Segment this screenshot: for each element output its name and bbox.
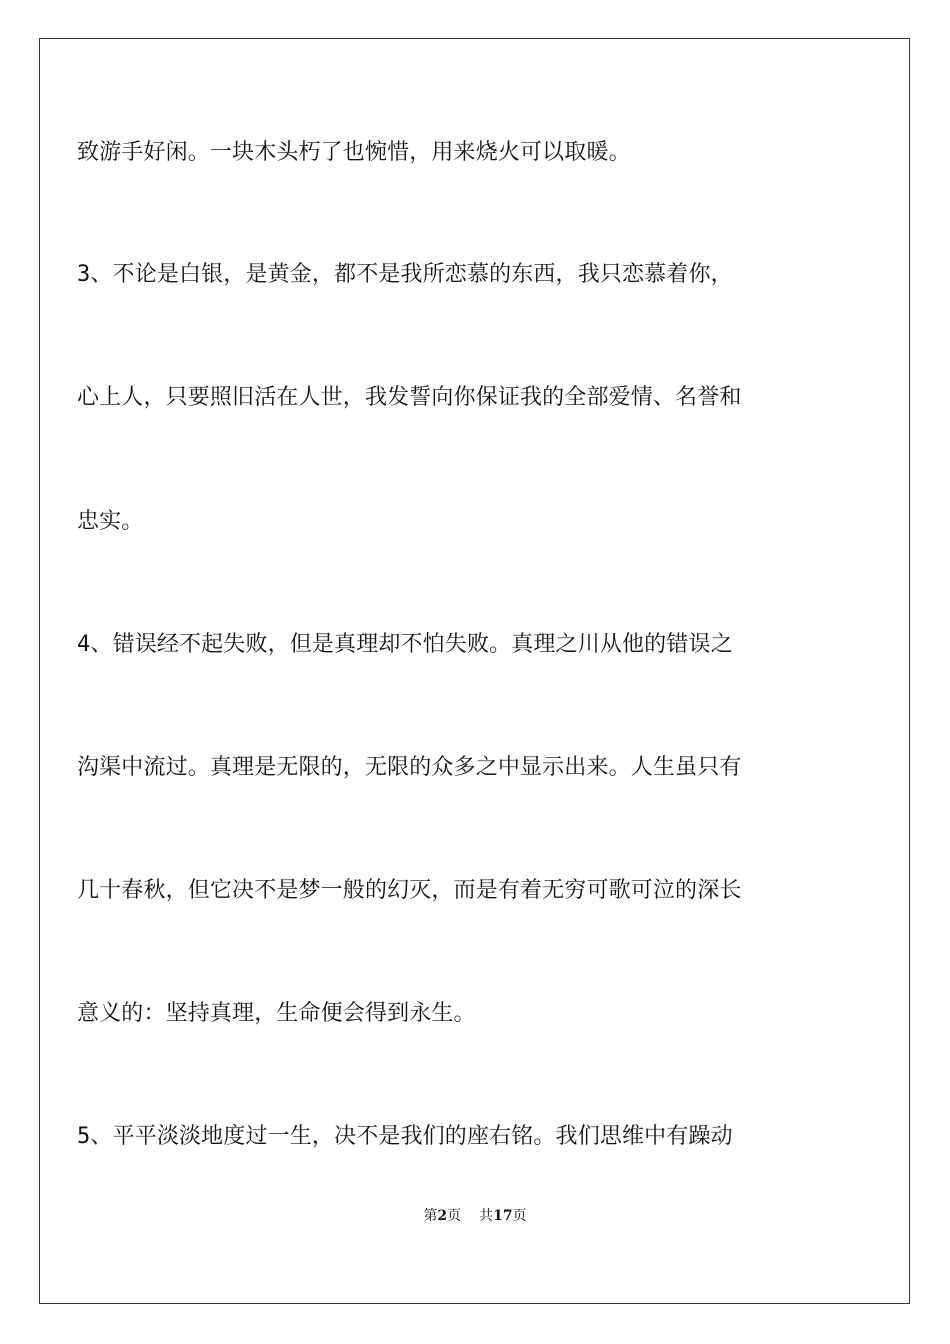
text-line: 3、不论是白银，是黄金，都不是我所恋慕的东西，我只恋慕着你， bbox=[77, 262, 733, 287]
text-line: 忠实。 bbox=[77, 509, 144, 534]
footer-page-suffix: 页 bbox=[447, 1208, 462, 1224]
text-line: 几十春秋，但它决不是梦一般的幻灭，而是有着无穷可歌可泣的深长 bbox=[77, 878, 742, 903]
text-line: 4、错误经不起失败，但是真理却不怕失败。真理之川从他的错误之 bbox=[77, 632, 733, 657]
page-border bbox=[39, 38, 910, 1304]
text-line: 5、平平淡淡地度过一生，决不是我们的座右铭。我们思维中有躁动 bbox=[77, 1124, 733, 1149]
text-line: 致游手好闲。一块木头朽了也惋惜，用来烧火可以取暖。 bbox=[77, 140, 631, 165]
footer-total-prefix: 共 bbox=[479, 1208, 494, 1224]
footer-total-number: 17 bbox=[493, 1208, 513, 1224]
footer-page-prefix: 第 bbox=[423, 1208, 438, 1224]
page-footer bbox=[0, 1207, 950, 1225]
text-line: 心上人，只要照旧活在人世，我发誓向你保证我的全部爱情、名誉和 bbox=[77, 385, 742, 410]
footer-page-number: 2 bbox=[437, 1208, 448, 1224]
text-line: 沟渠中流过。真理是无限的，无限的众多之中显示出来。人生虽只有 bbox=[77, 755, 742, 780]
footer-total-suffix: 页 bbox=[512, 1208, 527, 1224]
text-line: 意义的：坚持真理，生命便会得到永生。 bbox=[77, 1001, 476, 1026]
